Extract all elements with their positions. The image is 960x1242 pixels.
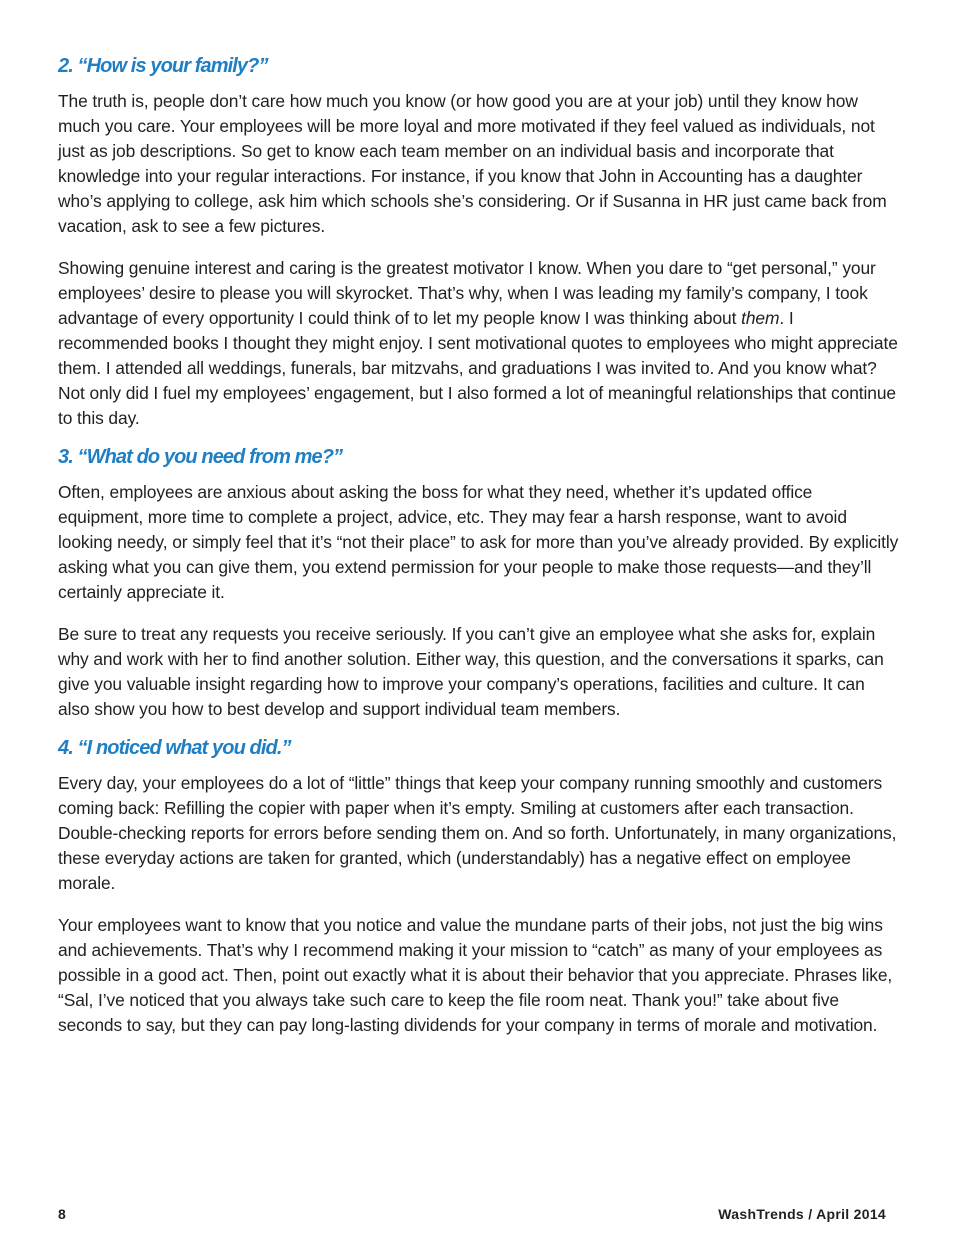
emphasis-text: them bbox=[741, 308, 780, 328]
paragraph bbox=[58, 89, 900, 239]
section-heading-noticed: 4. “I noticed what you did.” bbox=[58, 737, 291, 759]
paragraph-text: The truth is, people don’t care how much you know (or how good you are at your job) until they know how much you care. Your employees will be more loyal and more motivated if they feel valued as individuals, not just as job descriptions. So get to know each team member on an individual basis and incorporate that knowledge into your regular interactions. For instance, if you know that John in Accounting has a daughter who’s applying to college, ask him which schools she’s considering. Or if Susanna in HR just came back from vacation, ask to see a few pictures. bbox=[58, 91, 887, 236]
paragraph-text: Showing genuine interest and caring is the greatest motivator I know. When you dare to “get personal,” your employees’ desire to please you will skyrocket. That’s why, when I was leading my family’s company, I took advantage of every opportunity I could think of to let my people know I was thinking about bbox=[58, 258, 876, 328]
section-heading-need: 3. “What do you need from me?” bbox=[58, 446, 343, 468]
paragraph bbox=[58, 913, 900, 1038]
paragraph-text: Be sure to treat any requests you receive seriously. If you can’t give an employee what she asks for, explain why and work with her to find another solution. Either way, this question, and the conversations it sparks, can give you valuable insight regarding how to improve your company’s operations, facilities and culture. It can also show you how to best develop and support individual team members. bbox=[58, 624, 884, 719]
paragraph bbox=[58, 480, 900, 605]
paragraph-text: Your employees want to know that you notice and value the mundane parts of their jobs, not just the big wins and achievements. That’s why I recommend making it your mission to “catch” as many of your employees as possible in a good act. Then, point out exactly what it is about their behavior that you appreciate. Phrases like, “Sal, I’ve noticed that you always take such care to keep the file room neat. Thank you!” take about five seconds to say, but they can pay long-lasting dividends for your company in terms of morale and motivation. bbox=[58, 915, 893, 1035]
section-heading-family: 2. “How is your family?” bbox=[58, 55, 268, 77]
paragraph bbox=[58, 771, 900, 896]
paragraph bbox=[58, 622, 900, 722]
article-body bbox=[58, 52, 900, 1055]
paragraph-text: . I recommended books I thought they might enjoy. I sent motivational quotes to employees who might appreciate them. I attended all weddings, funerals, bar mitzvahs, and graduations I was invited to. And you know what? Not only did I fuel my employees’ engagement, but I also formed a lot of meaningful relationships that continue to this day. bbox=[58, 308, 898, 428]
paragraph-text: Every day, your employees do a lot of “little” things that keep your company running smoothly and customers coming back: Refilling the copier with paper when it’s empty. Smiling at customers after each transaction. Double-checking reports for errors before sending them on. And so forth. Unfortunately, in many organizations, these everyday actions are taken for granted, which (understandably) has a negative effect on employee morale. bbox=[58, 773, 897, 893]
paragraph bbox=[58, 256, 900, 431]
publication-footer: WashTrends / April 2014 bbox=[718, 1206, 886, 1222]
paragraph-text: Often, employees are anxious about asking the boss for what they need, whether it’s updated office equipment, more time to complete a project, advice, etc. They may fear a harsh response, want to avoid looking needy, or simply feel that it’s “not their place” to ask for more than you’ve already provided. By explicitly asking what you can give them, you extend permission for your people to make those requests—and they’ll certainly appreciate it. bbox=[58, 482, 899, 602]
page-number: 8 bbox=[58, 1206, 66, 1222]
